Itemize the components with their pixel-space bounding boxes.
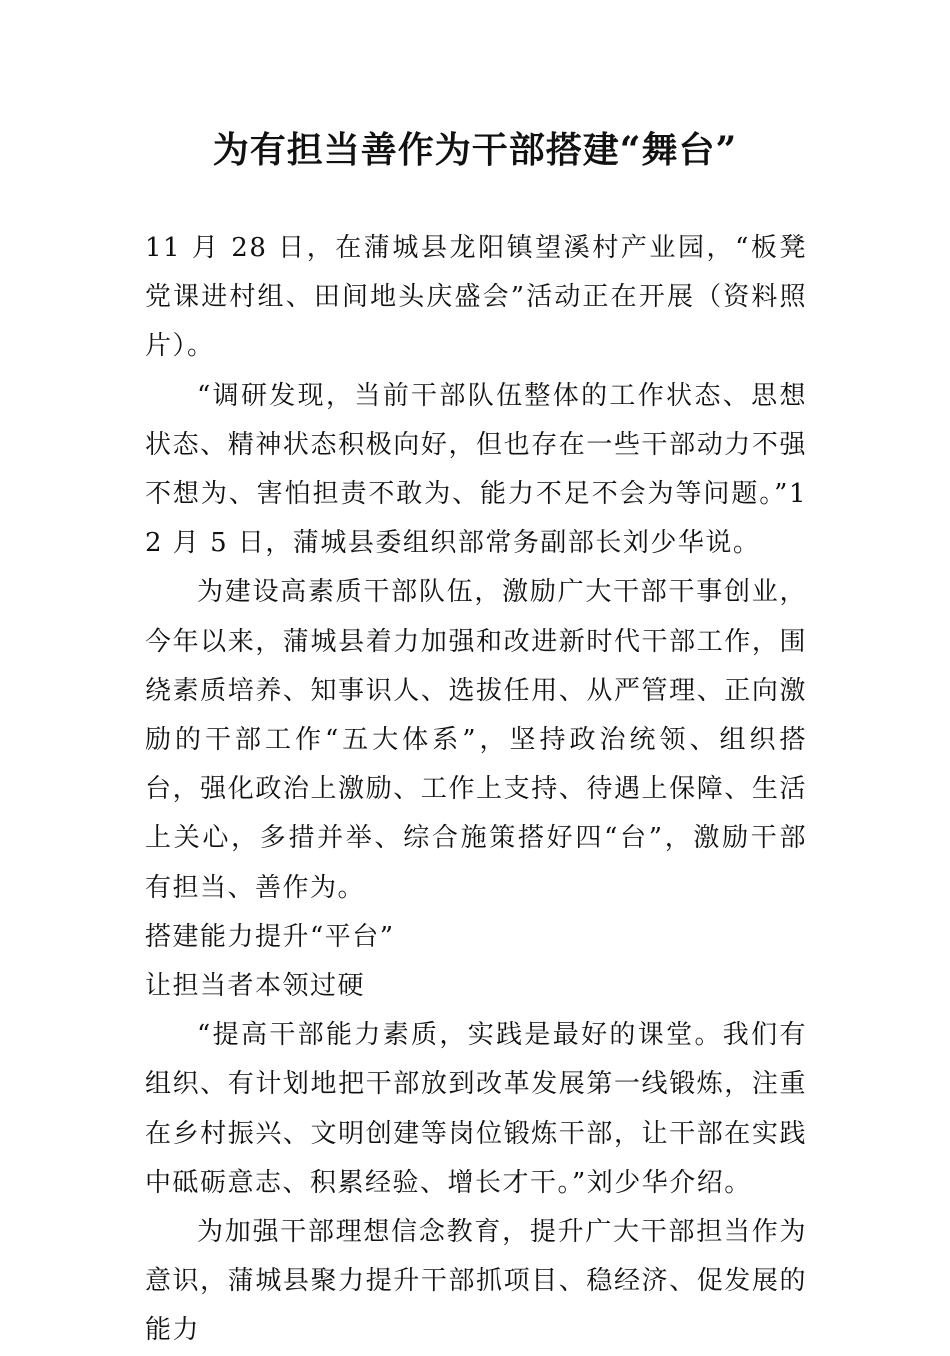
document-body: [145, 224, 807, 1356]
paragraph-practice-quote: “提高干部能力素质，实践是最好的课堂。我们有组织、有计划地把干部放到改革发展第一线锻炼，注重在乡村振兴、文明创建等岗位锻炼干部，让干部在实践中砥砺意志、积累经验、增长才干。”刘少华介绍。: [145, 1020, 807, 1198]
document-title: 为有担当善作为干部搭建“舞台”: [212, 129, 738, 171]
section-heading-line-1: 搭建能力提升“平台”: [145, 921, 395, 952]
section-heading-line-2: 让担当者本领过硬: [145, 971, 366, 1002]
paragraph-education: 为加强干部理想信念教育，提升广大干部担当作为意识，蒲城县聚力提升干部抓项目、稳经济、促发展的能力: [145, 1217, 807, 1346]
paragraph-five-systems: 为建设高素质干部队伍，激励广大干部干事创业，今年以来，蒲城县着力加强和改进新时代干部工作，围绕素质培养、知事识人、选拔任用、从严管理、正向激励的干部工作“五大体系”，坚持政治统领、组织搭台，强化政治上激励、工作上支持、待遇上保障、生活上关心，多措并举、综合施策搭好四“台”，激励干部有担当、善作为。: [145, 577, 807, 903]
paragraph-photo-caption: 11 月 28 日，在蒲城县龙阳镇望溪村产业园，“板凳党课进村组、田间地头庆盛会”活动正在开展（资料照片）。: [145, 233, 807, 362]
paragraph-research-quote: “调研发现，当前干部队伍整体的工作状态、思想状态、精神状态积极向好，但也存在一些干部动力不强不想为、害怕担责不敢为、能力不足不会为等问题。”12 月 5 日，蒲城县委组织部常务副部长刘少华说。: [145, 380, 807, 559]
